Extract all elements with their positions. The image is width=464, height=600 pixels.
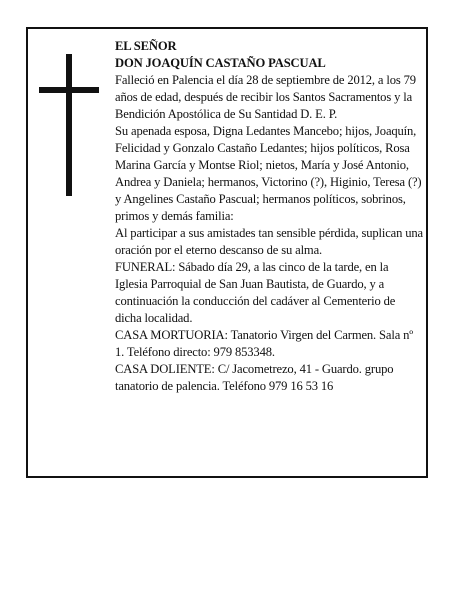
prayer-request: Al participar a sus amistades tan sensible pérdida, suplican una oración por el eterno descanso de su alma.: [115, 226, 423, 257]
family-home-details: CASA DOLIENTE: C/ Jacometrezo, 41 - Guardo. grupo tanatorio de palencia. Teléfono 979 16 53 16: [115, 362, 394, 393]
title-line-1: EL SEÑOR: [115, 39, 177, 53]
family-list: Su apenada esposa, Digna Ledantes Mancebo; hijos, Joaquín, Felicidad y Gonzalo Castaño Ledantes; hijos políticos, Rosa Marina García y Montse Riol; nietos, María y José Antonio, Andrea y Daniela; hermanos, Victorino (?), Higinio, Teresa (?) y Angelines Castaño Pascual; hermanos políticos, sobrinos, primos y demás familia:: [115, 124, 422, 223]
deceased-name: DON JOAQUÍN CASTAÑO PASCUAL: [115, 56, 326, 70]
cross-horizontal-bar: [39, 87, 99, 93]
mortuary-details: CASA MORTUORIA: Tanatorio Virgen del Carmen. Sala nº 1. Teléfono directo: 979 853348.: [115, 328, 414, 359]
notice-body: [115, 38, 423, 395]
funeral-details: FUNERAL: Sábado día 29, a las cinco de la tarde, en la Iglesia Parroquial de San Juan Bautista, de Guardo, y a continuación la conducción del cadáver al Cementerio de dicha localidad.: [115, 260, 396, 325]
death-announcement: Falleció en Palencia el día 28 de septiembre de 2012, a los 79 años de edad, después de recibir los Santos Sacramentos y la Bendición Apostólica de Su Santidad D. E. P.: [115, 73, 416, 121]
cross-icon: [39, 54, 99, 196]
cross-vertical-bar: [66, 54, 72, 196]
